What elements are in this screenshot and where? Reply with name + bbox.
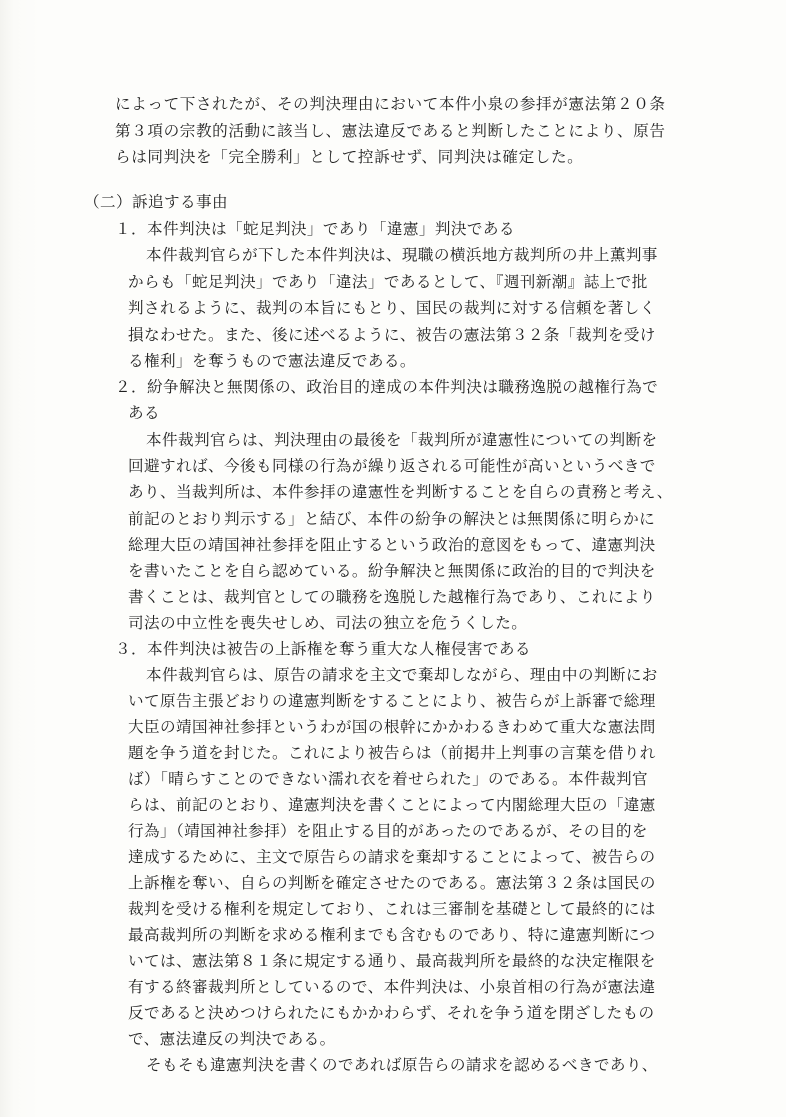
section-heading: （二）訴追する事由 [84, 193, 228, 211]
item-3-title: ３．本件判決は被告の上訴権を奪う重大な人権侵害である [115, 640, 531, 658]
item-3-line-11: 最高裁判所の判断を求める権利までも含むものであり、特に違憲判断につ [128, 926, 656, 944]
item-1-line-1: 本件裁判官らが下した本件判決は、現職の横浜地方裁判所の井上薫判事 [146, 246, 658, 264]
intro-line-3: らは同判決を「完全勝利」として控訴せず、同判決は確定した。 [115, 148, 584, 166]
item-3-line-14: 反であると決めつけられたにもかかわらず、それを争う道を閉ざしたもの [128, 1004, 655, 1022]
item-2-line-3: あり、当裁判所は、本件参拝の違憲性を判断することを自らの責務と考え、 [128, 483, 673, 501]
item-1-line-3: 判されるように、裁判の本旨にもとり、国民の裁判に対する信頼を著しく [128, 299, 656, 317]
item-2-line-6: を書いたことを自ら認めている。紛争解決と無関係に政治的目的で判決を [128, 562, 656, 580]
item-3-line-10: 裁判を受ける権利を規定しており、これは三審制を基礎として最終的には [128, 900, 656, 918]
item-2-title-line-1: ２．紛争解決と無関係の、政治目的達成の本件判決は職務逸脱の越権行為で [115, 378, 659, 396]
item-2-line-1: 本件裁判官らは、判決理由の最後を「裁判所が違憲性についての判断を [146, 431, 658, 449]
item-3-line-12: いては、憲法第８１条に規定する通り、最高裁判所を最終的な決定権限を [128, 952, 656, 970]
item-2-title-line-2: ある [128, 404, 160, 422]
item-3-line-5: ば）「晴らすことのできない濡れ衣を着せられた」のである。本件裁判官 [128, 770, 648, 788]
item-1-line-5: る権利」を奪うもので憲法違反である。 [128, 352, 416, 370]
item-3-line-13: 有する終審裁判所としているので、本件判決は、小泉首相の行為が憲法違 [128, 978, 656, 996]
item-2-line-5: 総理大臣の靖国神社参拝を阻止するという政治的意図をもって、違憲判決 [128, 536, 656, 554]
item-3-line-4: 題を争う道を封じた。これにより被告らは（前掲井上判事の言葉を借りれ [128, 744, 656, 762]
item-3-line-9: 上訴権を奪い、自らの判断を確定させたのである。憲法第３２条は国民の [128, 874, 656, 892]
item-3-line-6: らは、前記のとおり、違憲判決を書くことによって内閣総理大臣の「違憲 [128, 796, 656, 814]
item-3-line-8: 達成するために、主文で原告らの請求を棄却することによって、被告らの [128, 848, 656, 866]
closing-line: そもそも違憲判決を書くのであれば原告らの請求を認めるべきであり、 [146, 1056, 658, 1074]
item-1-line-2: からも「蛇足判決」であり「違法」であるとして、『週刊新潮』誌上で批 [128, 273, 648, 291]
item-2-line-4: 前記のとおり判示する」と結び、本件の紛争の解決とは無関係に明らかに [128, 510, 656, 528]
item-2-line-2: 回避すれば、今後も同様の行為が繰り返される可能性が高いというべきで [128, 457, 656, 475]
intro-line-2: 第３項の宗教的活動に該当し、憲法違反であると判断したことにより、原告 [115, 122, 666, 140]
item-3-line-2: いて原告主張どおりの違憲判断をすることにより、被告らが上訴審で総理 [128, 692, 656, 710]
intro-line-1: によって下されたが、その判決理由において本件小泉の参拝が憲法第２０条 [115, 95, 666, 113]
item-3-line-15: で、憲法違反の判決である。 [128, 1030, 336, 1048]
item-1-line-4: 損なわせた。また、後に述べるように、被告の憲法第３２条「裁判を受け [128, 326, 656, 344]
item-2-line-8: 司法の中立性を喪失せしめ、司法の独立を危うくした。 [128, 614, 528, 632]
item-2-line-7: 書くことは、裁判官としての職務を逸脱した越権行為であり、これにより [128, 588, 656, 606]
item-3-line-1: 本件裁判官らは、原告の請求を主文で棄却しながら、理由中の判断にお [146, 666, 658, 684]
item-1-title: １．本件判決は「蛇足判決」であり「違憲」判決である [115, 220, 515, 238]
item-3-line-7: 行為」（靖国神社参拝）を阻止する目的があったのであるが、その目的を [128, 822, 648, 840]
item-3-line-3: 大臣の靖国神社参拝というわが国の根幹にかかわるきわめて重大な憲法問 [128, 718, 656, 736]
